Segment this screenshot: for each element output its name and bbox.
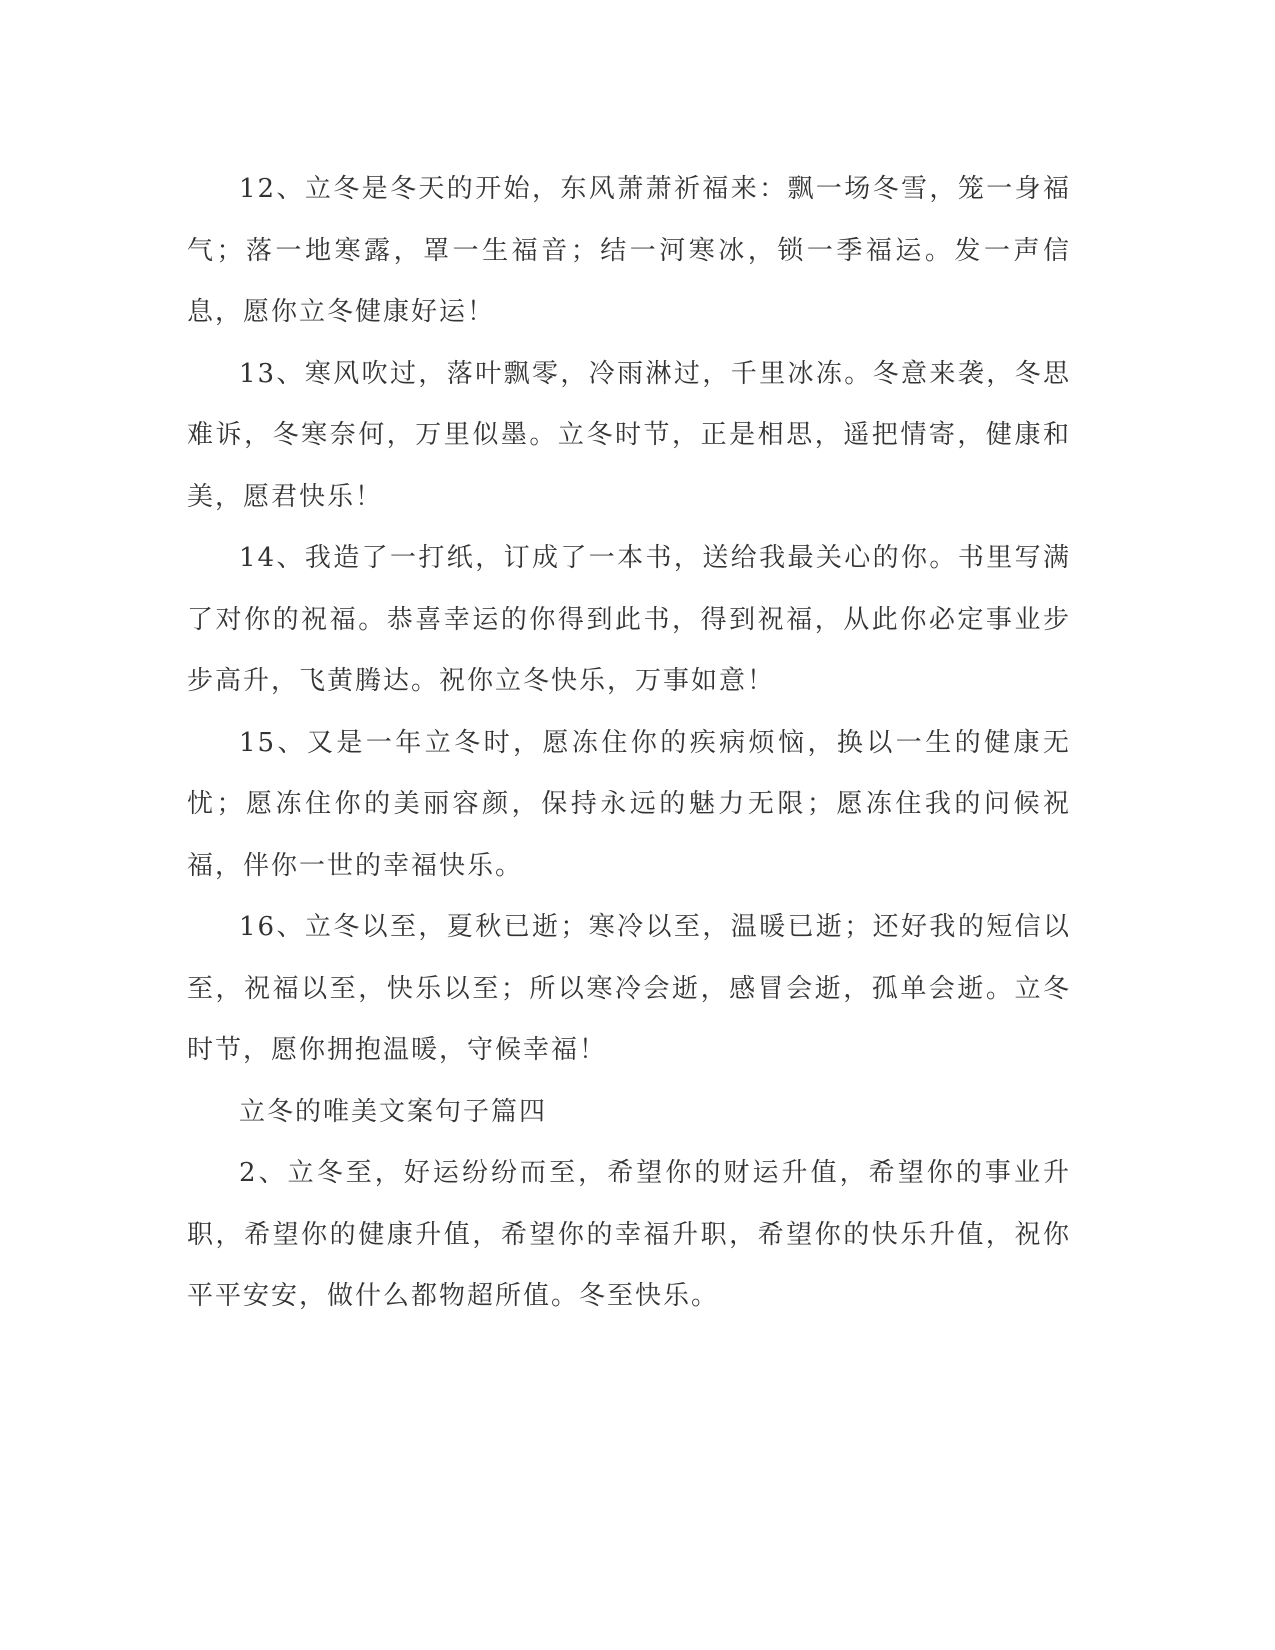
paragraph-12: 12、立冬是冬天的开始，东风萧萧祈福来：飘一场冬雪，笼一身福气；落一地寒露，罩一生福音；结一河寒冰，锁一季福运。发一声信息，愿你立冬健康好运！ — [187, 174, 1071, 327]
section-heading: 立冬的唯美文案句子篇四 — [239, 1096, 548, 1127]
section-paragraph-2: 2、立冬至，好运纷纷而至，希望你的财运升值，希望你的事业升职，希望你的健康升值，希望你的幸福升职，希望你的快乐升值，祝你平平安安，做什么都物超所值。冬至快乐。 — [187, 1158, 1071, 1311]
paragraph-15: 15、又是一年立冬时，愿冻住你的疾病烦恼，换以一生的健康无忧；愿冻住你的美丽容颜，保持永远的魅力无限；愿冻住我的问候祝福，伴你一世的幸福快乐。 — [187, 727, 1071, 881]
paragraph-13: 13、寒风吹过，落叶飘零，冷雨淋过，千里冰冻。冬意来袭，冬思难诉，冬寒奈何，万里似墨。立冬时节，正是相思，遥把情寄，健康和美，愿君快乐！ — [187, 358, 1071, 512]
paragraph-14: 14、我造了一打纸，订成了一本书，送给我最关心的你。书里写满了对你的祝福。恭喜幸运的你得到此书，得到祝福，从此你必定事业步步高升，飞黄腾达。祝你立冬快乐，万事如意！ — [187, 543, 1071, 696]
paragraph-16: 16、立冬以至，夏秋已逝；寒冷以至，温暖已逝；还好我的短信以至，祝福以至，快乐以至；所以寒冷会逝，感冒会逝，孤单会逝。立冬时节，愿你拥抱温暖，守候幸福！ — [187, 912, 1071, 1065]
document-body — [187, 159, 1071, 1328]
